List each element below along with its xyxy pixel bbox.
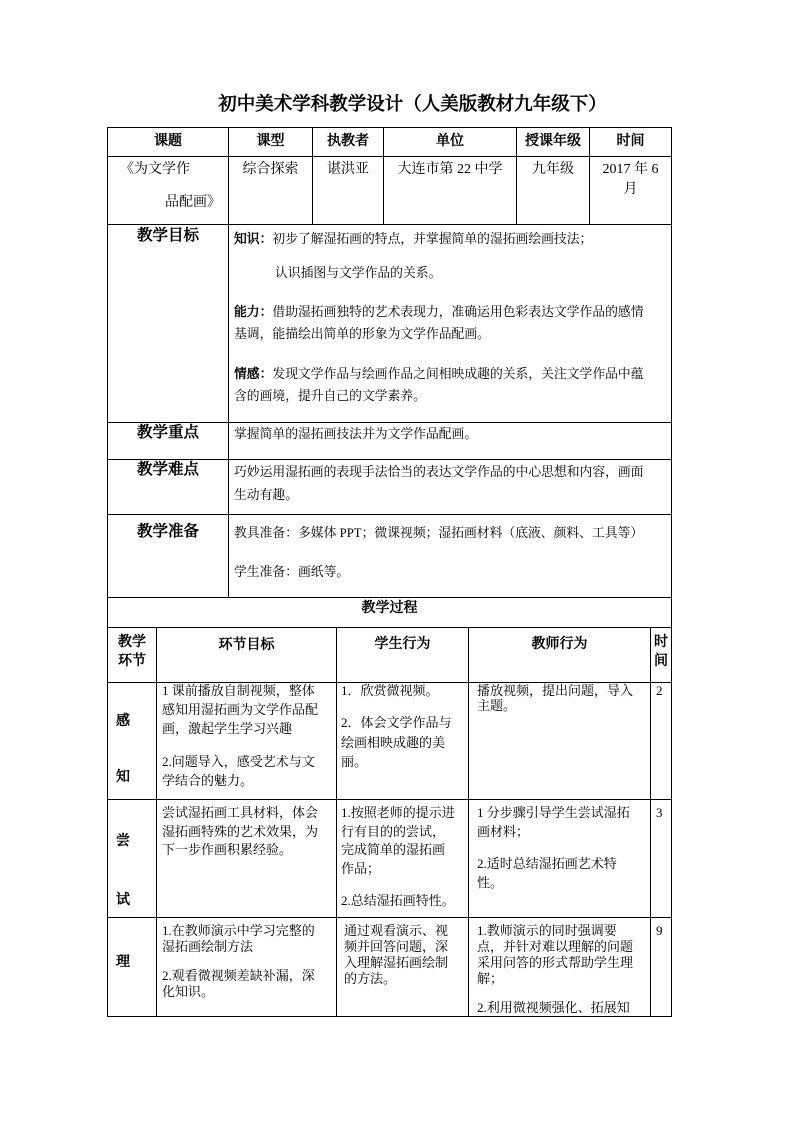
grade-level: 九年级 (532, 162, 574, 177)
goal-line: 学结合的魅力。 (162, 773, 254, 788)
process-header-time: 间 (654, 652, 668, 668)
header-time-cell (590, 128, 672, 157)
header-type: 课型 (256, 132, 285, 148)
preparation-label: 教学准备 (136, 523, 199, 540)
teacher-line: 2.适时总结湿拓画艺术特 (477, 856, 617, 871)
teacher-line: 解； (477, 971, 504, 986)
teacher-line: 播放视频，提出问题，导入 (477, 683, 634, 698)
goal-line: 1 课前播放自制视频，整体 (162, 683, 315, 698)
time-minutes-cell (651, 683, 672, 800)
goal-cell (157, 800, 337, 918)
process-header-goal-cell (157, 628, 337, 683)
goal-line: 下一步作画积累经验。 (162, 842, 293, 857)
objectives-content-cell (229, 225, 672, 423)
student-line: 的方法。 (344, 971, 397, 986)
preparation-line: 学生准备：画纸等。 (234, 565, 350, 579)
difficulty-label: 教学难点 (136, 461, 199, 478)
process-title: 教学过程 (361, 599, 418, 615)
student-line: 入理解湿拓画绘制 (344, 955, 449, 970)
time-minutes-cell (651, 918, 672, 1017)
header-grade: 授课年级 (525, 132, 581, 148)
goal-line: 2.问题导入，感受艺术与文 (162, 754, 315, 769)
teacher-line: 性。 (477, 875, 504, 890)
ability-line: 基调，能描绘出简单的形象为文学作品配画。 (234, 327, 490, 341)
teacher-cell (469, 683, 651, 800)
process-header-stage-cell (108, 628, 157, 683)
teacher-line: 1.教师演示的同时强调要 (477, 923, 617, 938)
goal-line: 湿拓画绘制方法 (162, 939, 254, 954)
emotion-line (234, 362, 644, 386)
key-point-label: 教学重点 (136, 424, 199, 441)
time-minutes: 3 (656, 805, 663, 820)
goal-cell (157, 918, 337, 1017)
teacher-line: 1 分步骤引导学生尝试湿拓 (477, 805, 630, 820)
goal-line: 感知用湿拓画为文学作品配 (162, 702, 319, 717)
student-line: 频并回答问题，深 (344, 939, 449, 954)
time-minutes: 9 (656, 923, 663, 938)
teacher-name: 谌洪亚 (327, 162, 369, 177)
goal-line: 湿拓画特殊的艺术效果，为 (162, 824, 319, 839)
document-title: 初中美术学科教学设计（人美版教材九年级下） (218, 93, 607, 114)
preparation-content-cell (229, 515, 672, 598)
topic-cell (108, 157, 229, 225)
student-line: 完成简单的湿拓画 (341, 842, 446, 857)
knowledge-text: 初步了解湿拓画的特点，并掌握简单的湿拓画绘画技法； (272, 232, 593, 246)
type-cell (229, 157, 313, 225)
teacher-line: 点，并针对难以理解的问题 (477, 939, 634, 954)
header-unit-cell (384, 128, 517, 157)
student-cell (337, 918, 469, 1017)
key-point-content-cell (229, 423, 672, 460)
preparation-label-cell (108, 515, 229, 598)
time-line: 2017 年 6 (602, 162, 659, 177)
process-header-student-cell (337, 628, 469, 683)
ability-text: 借助湿拓画独特的艺术表现力，准确运用色彩表达文学作品的感情 (272, 305, 644, 319)
unit-cell (384, 157, 517, 225)
ability-tag: 能力： (234, 304, 273, 319)
stage-char: 尝 (116, 832, 130, 848)
process-header-teacher: 教师行为 (531, 635, 588, 651)
student-cell (337, 683, 469, 800)
lesson-type: 综合探索 (242, 162, 299, 177)
teacher-line: 主题。 (477, 698, 517, 713)
header-teacher: 执教者 (327, 132, 369, 148)
lesson-plan-table (107, 127, 672, 1017)
header-grade-cell (517, 128, 590, 157)
goal-line: 尝试湿拓画工具材料，体会 (162, 805, 319, 820)
process-header-time: 时 (654, 633, 668, 649)
teacher-line: 2.利用微视频强化、拓展知 (477, 1000, 630, 1015)
student-line: 丽。 (341, 754, 368, 769)
objectives-label: 教学目标 (136, 227, 199, 244)
student-line: 1.按照老师的提示进 (341, 805, 455, 820)
time-minutes-cell (651, 800, 672, 918)
student-line: 2．体会文学作品与 (341, 715, 452, 730)
time-minutes: 2 (656, 683, 663, 698)
process-header-time-cell (651, 628, 672, 683)
teacher-cell (469, 800, 651, 918)
student-line: 通过观看演示、视 (344, 923, 449, 938)
student-cell (337, 800, 469, 918)
teacher-line: 画材料； (477, 824, 530, 839)
preparation-line: 教具准备：多媒体 PPT；微课视频；湿拓画材料（底液、颜料、工具等） (234, 526, 644, 540)
school-unit: 大连市第 22 中学 (397, 162, 503, 177)
teacher-cell (469, 918, 651, 1017)
ability-line (234, 300, 644, 324)
stage-char: 知 (116, 768, 130, 784)
process-header-stage: 教学 (118, 633, 146, 649)
stage-char: 试 (116, 891, 130, 907)
emotion-tag: 情感： (234, 366, 273, 381)
teacher-line: 采用问答的形式帮助学生理 (477, 955, 634, 970)
knowledge-line (234, 227, 592, 251)
stage-char: 理 (116, 953, 130, 969)
key-point-line: 掌握简单的湿拓画技法并为文学作品配画。 (234, 427, 478, 441)
stage-cell (108, 683, 157, 800)
emotion-text: 发现文学作品与绘画作品之间相映成趣的关系，关注文学作品中蕴 (272, 367, 644, 381)
topic-line: 《为文学作 (120, 162, 190, 177)
knowledge-tag: 知识： (234, 231, 273, 246)
topic-line: 品配画》 (165, 195, 221, 210)
student-line: 绘画相映成趣的美 (341, 735, 446, 750)
time-line: 月 (623, 182, 638, 197)
grade-cell (517, 157, 590, 225)
difficulty-label-cell (108, 460, 229, 515)
student-line: 作品； (341, 861, 381, 876)
goal-line: 2.观看微视频差缺补漏，深 (162, 968, 315, 983)
goal-cell (157, 683, 337, 800)
header-unit: 单位 (436, 132, 464, 148)
process-header-goal: 环节目标 (218, 636, 275, 652)
student-line: 1．欣赏微视频。 (341, 683, 439, 698)
difficulty-line: 生动有趣。 (234, 488, 298, 502)
header-teacher-cell (313, 128, 384, 157)
time-cell (590, 157, 672, 225)
header-type-cell (229, 128, 313, 157)
header-topic: 课题 (154, 132, 182, 148)
objectives-label-cell (108, 225, 229, 423)
process-title-cell (108, 598, 672, 628)
teacher-cell (313, 157, 384, 225)
emotion-line: 含的画境，提升自己的文学素养。 (234, 389, 426, 403)
student-line: 行有目的的尝试， (341, 824, 446, 839)
knowledge-line: 认识插图与文学作品的关系。 (275, 266, 442, 280)
stage-char: 感 (116, 712, 130, 728)
difficulty-line: 巧妙运用湿拓画的表现手法恰当的表达文学作品的中心思想和内容，画面 (234, 465, 644, 479)
goal-line: 画，激起学生学习兴趣 (162, 721, 293, 736)
process-header-student: 学生行为 (374, 635, 431, 651)
student-line: 2.总结湿拓画特性。 (341, 893, 455, 908)
stage-cell (108, 918, 157, 1017)
goal-line: 化知识。 (162, 984, 215, 999)
process-header-teacher-cell (469, 628, 651, 683)
process-header-stage: 环节 (118, 652, 146, 668)
header-time: 时间 (616, 132, 645, 148)
goal-line: 1.在教师演示中学习完整的 (162, 923, 315, 938)
difficulty-content-cell (229, 460, 672, 515)
key-point-label-cell (108, 423, 229, 460)
header-topic-cell (108, 128, 229, 157)
stage-cell (108, 800, 157, 918)
